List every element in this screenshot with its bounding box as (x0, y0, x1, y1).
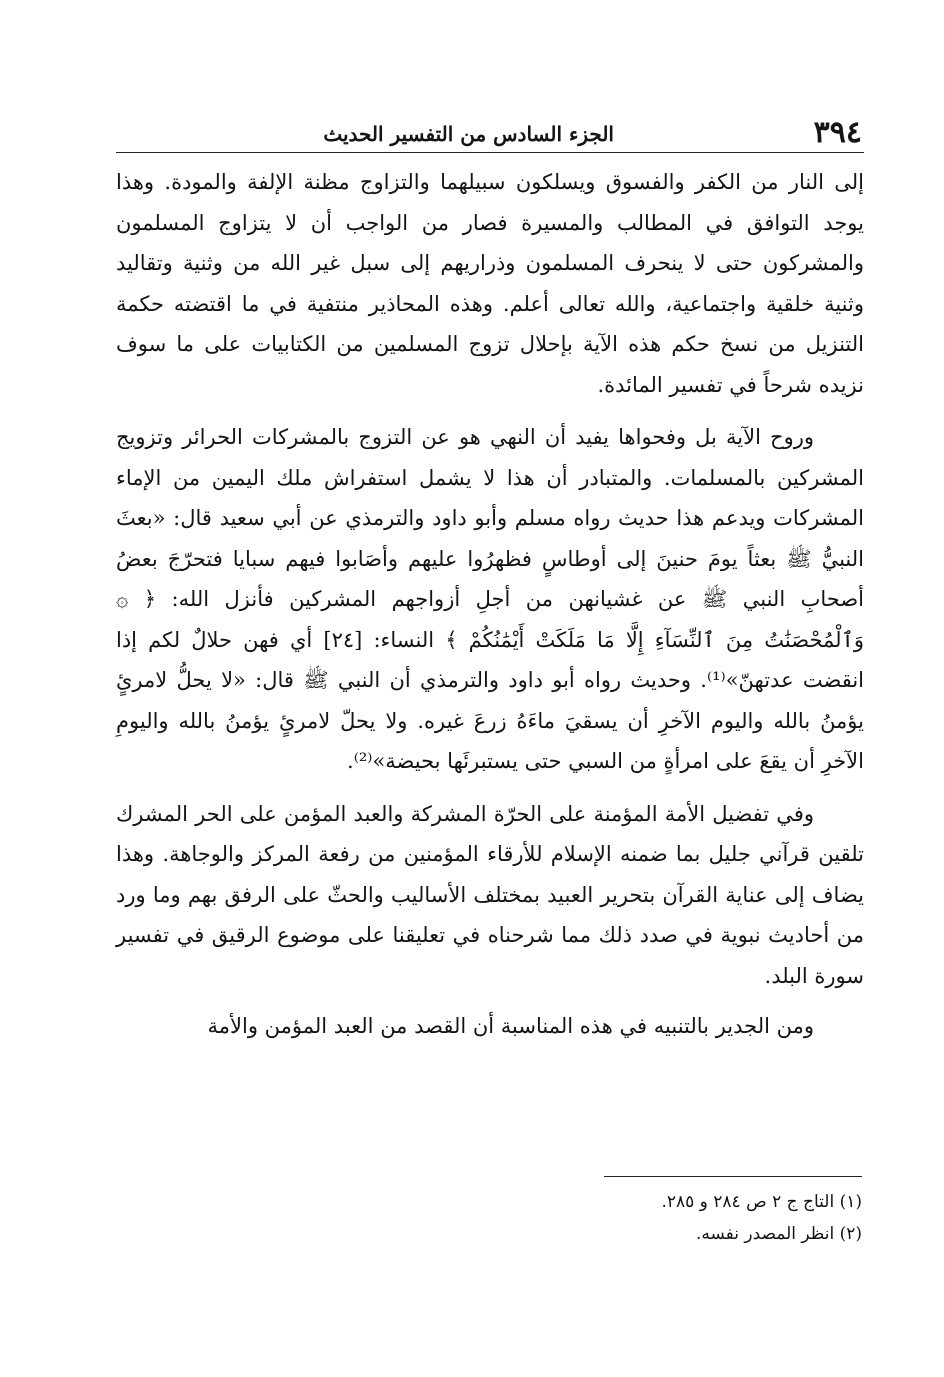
running-title: الجزء السادس من التفسير الحديث (323, 122, 614, 146)
paragraph: ومن الجدير بالتنبيه في هذه المناسبة أن القصد من العبد المؤمن والأمة (207, 1014, 814, 1038)
footnote: (٢) انظر المصدر نفسه. (695, 1224, 862, 1244)
paragraph: وفي تفضيل الأمة المؤمنة على الحرّة المشركة والعبد المؤمن على الحر المشرك تلقين قرآني جليل بما ضمنه الإسلام للأرقاء المؤمنين من رفعة المركز والوجاهة. وهذا يضاف إلى عناية القرآن بتحرير العبيد بمختلف الأساليب والحثّ على الرفق بهم وما ورد من أحاديث نبوية في صدد ذلك مما شرحناه في تعليقنا على موضوع الرقيق في تفسير سورة البلد. (116, 801, 864, 988)
page-number: ٣٩٤ (813, 115, 862, 150)
footnote-rule (604, 1176, 862, 1177)
footnotes (420, 1186, 862, 1250)
page-header (116, 112, 864, 152)
footnote: (١) التاج ج ٢ ص ٢٨٤ و ٢٨٥. (661, 1192, 862, 1212)
main-text (116, 162, 864, 1047)
paragraph: وروح الآية بل وفحواها يفيد أن النهي هو عن التزوج بالمشركات الحرائر وتزويج المشركين بالمسلمات. والمتبادر أن هذا لا يشمل استفراش ملك اليمين من الإماء المشركات ويدعم هذا حديث رواه مسلم وأبو داود والترمذي عن أبي سعيد قال: «بعثَ النبيُّ ﷺ بعثاً يومَ حنينَ إلى أوطاسٍ فظهرُوا عليهم وأصَابوا فيهم سبايا فتحرّجَ بعضُ أصحابِ النبي ﷺ عن غشيانهن من أجلِ أزواجهم المشركين فأنزل الله: ﴿ ۞ وَٱلْمُحْصَنَٰتُ مِنَ ٱلنِّسَآءِ إِلَّا مَا مَلَكَتْ أَيْمَٰنُكُمْ ﴾ النساء: [٢٤] أي فهن حلالٌ لكم إذا انقضت عدتهنّ»⁽¹⁾. وحديث رواه أبو داود والترمذي أن النبي ﷺ قال: «لا يحلُّ لامرئٍ يؤمنُ بالله واليوم الآخرِ أن يسقيَ ماءَهُ زرعَ غيره. ولا يحلّ لامرئٍ يؤمنُ بالله واليومِ الآخرِ أن يقعَ على امرأةٍ من السبي حتى يستبرئَها بحيضة»⁽²⁾. (116, 425, 864, 773)
header-rule (116, 152, 864, 153)
paragraph: إلى النار من الكفر والفسوق ويسلكون سبيلهما والتزاوج مظنة الإلفة والمودة. وهذا يوجد التوافق في المطالب والمسيرة فصار من الواجب أن لا يتزاوج المسلمون والمشركون حتى لا ينحرف المسلمون وذراريهم إلى سبل غير الله من وثنية وتقاليد وثنية خلقية واجتماعية، والله تعالى أعلم. وهذه المحاذير منتفية في ما اقتضته حكمة التنزيل من نسخ حكم هذه الآية بإحلال تزوج المسلمين من الكتابيات على ما سوف نزيده شرحاً في تفسير المائدة. (116, 170, 864, 397)
